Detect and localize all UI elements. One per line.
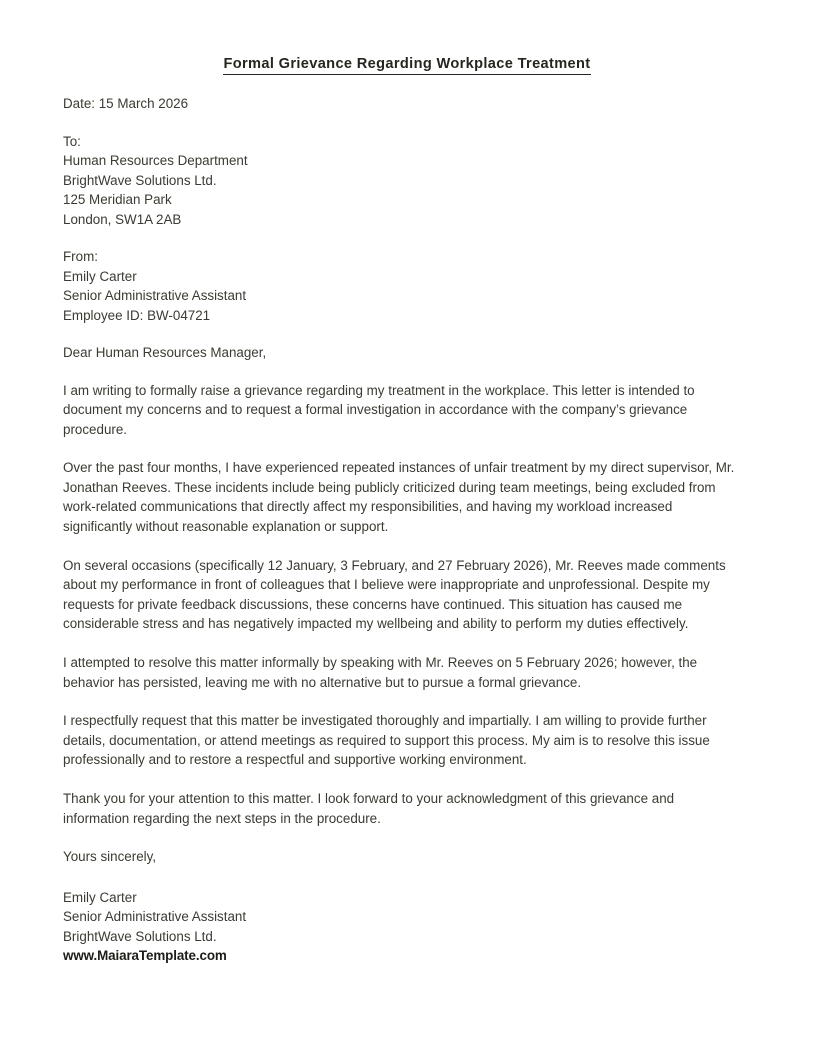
sender-employee-id: Employee ID: BW-04721 xyxy=(63,307,211,323)
recipient-line-2: BrightWave Solutions Ltd. xyxy=(63,172,217,188)
sender-label: From: xyxy=(63,249,98,264)
date-line: Date: 15 March 2026 xyxy=(63,96,189,111)
sender-job-title: Senior Administrative Assistant xyxy=(63,288,247,303)
signature-company: BrightWave Solutions Ltd. xyxy=(63,928,217,944)
spacer xyxy=(63,229,743,247)
spacer xyxy=(63,363,743,381)
spacer xyxy=(63,867,743,888)
document-title-text: Formal Grievance Regarding Workplace Treatment xyxy=(223,56,590,75)
recipient-line-3: 125 Meridian Park xyxy=(63,192,172,207)
recipient-line-1: Human Resources Department xyxy=(63,153,248,168)
recipient-line-4: London, SW1A 2AB xyxy=(63,211,182,227)
spacer xyxy=(63,325,743,343)
document-title xyxy=(0,56,814,72)
body-paragraph-3: On several occasions (specifically 12 January, 3 February, and 27 February 2026), Mr. Reeves made comments about my performance in front of colleagues that I believe were inappropriate and unprofessional. Despite my requests for private feedback discussions, these concerns have continued. This situation has caused me considerable stress and has negatively impacted my wellbeing and ability to perform my duties effectively. xyxy=(63,557,726,632)
body-paragraph-4: I attempted to resolve this matter informally by speaking with Mr. Reeves on 5 February 2026; however, the behavior has persisted, leaving me with no alternative but to pursue a formal grievance. xyxy=(63,655,698,690)
body-paragraph-5: I respectfully request that this matter be investigated thoroughly and impartially. I am willing to provide further details, documentation, or attend meetings as required to support this process. My aim is to resolve this issue professionally and to restore a respectful and supportive working environment. xyxy=(63,713,710,768)
body-paragraph-2: Over the past four months, I have experienced repeated instances of unfair treatment by my direct supervisor, Mr. Jonathan Reeves. These incidents include being publicly criticized during team meetings, being excluded from work-related communications that directly affect my responsibilities, and having my workload increased significantly without reasonable explanation or support. xyxy=(63,460,735,535)
body-paragraph-1: I am writing to formally raise a grievance regarding my treatment in the workplace. This letter is intended to document my concerns and to request a formal investigation in accordance with the company’s grievance procedure. xyxy=(63,382,695,437)
signature-job-title: Senior Administrative Assistant xyxy=(63,909,247,925)
closing-line: Yours sincerely, xyxy=(63,849,157,865)
recipient-label: To: xyxy=(63,133,81,149)
signature-name: Emily Carter xyxy=(63,889,137,905)
spacer xyxy=(63,114,743,132)
salutation: Dear Human Resources Manager, xyxy=(63,345,267,360)
body-paragraph-6: Thank you for your attention to this matter. I look forward to your acknowledgment of this grievance and information regarding the next steps in the procedure. xyxy=(63,791,675,826)
document-body xyxy=(63,94,743,966)
sender-name: Emily Carter xyxy=(63,268,137,284)
signature-website: www.MaiaraTemplate.com xyxy=(63,948,227,964)
